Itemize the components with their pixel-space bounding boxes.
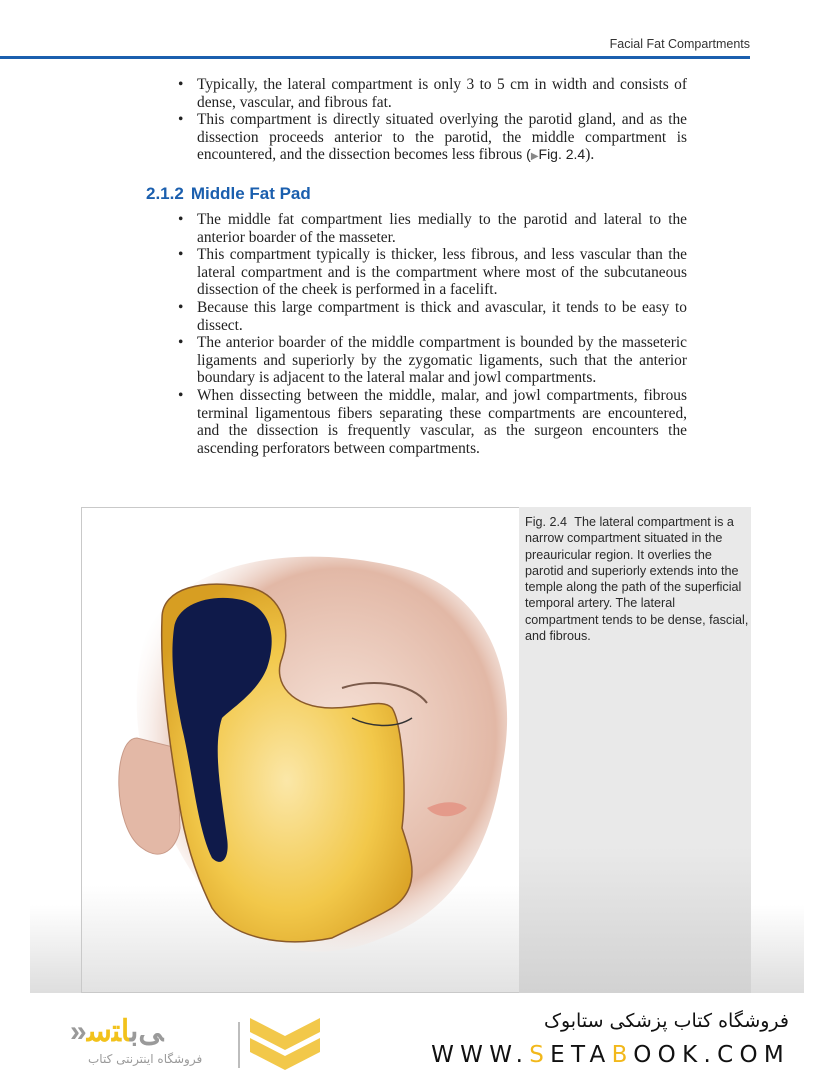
list-item: • The anterior boarder of the middle compartment is bounded by the masseteric ligaments and superiorly by the zygomatic ligaments, such that the anterior boundary is adjacent to the lateral malar and jowl compartments. bbox=[178, 334, 687, 387]
figure-reference-link[interactable]: (▶Fig. 2.4 bbox=[522, 146, 586, 163]
figure-label: Fig. 2.4 bbox=[525, 515, 567, 529]
face-illustration-icon bbox=[82, 508, 549, 993]
bullet-icon: • bbox=[178, 334, 184, 352]
store-name: فروشگاه کتاب پزشکی ستابوک bbox=[543, 1010, 789, 1032]
running-head bbox=[0, 0, 750, 58]
logo-divider bbox=[238, 1022, 240, 1068]
section-heading bbox=[146, 184, 311, 204]
list-item: • Typically, the lateral compartment is only 3 to 5 cm in width and consists of dense, vascular, and fibrous fat. bbox=[178, 76, 687, 111]
bullet-icon: • bbox=[178, 298, 184, 316]
setabook-logo-text: »ﻰﺑﺎﺘﺳ bbox=[70, 1015, 164, 1048]
running-head-rule bbox=[0, 56, 750, 59]
bullet-icon: • bbox=[178, 76, 184, 93]
list-item: • This compartment is directly situated overlying the parotid gland, and as the dissection proceeds anterior to the parotid, the middle compartment is encountered, and the dissection becomes less fibrous (▶Fig. 2.4). bbox=[178, 111, 687, 164]
section-bullet-list bbox=[175, 211, 687, 457]
bullet-icon: • bbox=[178, 246, 184, 264]
list-item: • When dissecting between the middle, malar, and jowl compartments, fibrous terminal ligamentous fibers separating these compartments are encountered, and the dissection is frequently vascular, as the surgeon encounters the ascending perforators between compartments. bbox=[178, 386, 687, 457]
bullet-icon: • bbox=[178, 211, 184, 228]
bullet-icon: • bbox=[178, 386, 184, 404]
figure-caption: Fig. 2.4 The lateral compartment is a narrow compartment situated in the preauricular region. It overlies the parotid and superiorly extends into the temple along the path of the superficial temporal artery. The lateral compartment tends to be dense, fascial, and fibrous. bbox=[525, 515, 749, 644]
section-title: Middle Fat Pad bbox=[190, 184, 311, 203]
store-url-link[interactable]: WWW.SETABOOK.COM bbox=[431, 1042, 790, 1068]
triangle-right-icon: ▶ bbox=[530, 151, 539, 163]
running-head-title: Facial Fat Compartments bbox=[609, 37, 750, 51]
list-item: • This compartment typically is thicker, less fibrous, and less vascular than the lateral compartment and is the compartment where most of the subcutaneous dissection of the cheek is performed in a facelift. bbox=[178, 246, 687, 299]
intro-bullet-list bbox=[175, 76, 687, 166]
list-item: • Because this large compartment is thick and avascular, it tends to be easy to dissect. bbox=[178, 298, 687, 334]
section-number: 2.1.2 bbox=[146, 184, 184, 203]
figure-caption-panel bbox=[519, 507, 751, 993]
logo-subtitle: فروشگاه اینترنتی کتاب bbox=[88, 1052, 203, 1066]
face-fat-compartments-illustration bbox=[81, 507, 549, 993]
chevron-logo-icon bbox=[250, 1018, 320, 1072]
bullet-icon: • bbox=[178, 111, 184, 129]
figure bbox=[30, 505, 804, 993]
list-item: • The middle fat compartment lies medially to the parotid and lateral to the anterior boarder of the masseter. bbox=[178, 211, 687, 246]
